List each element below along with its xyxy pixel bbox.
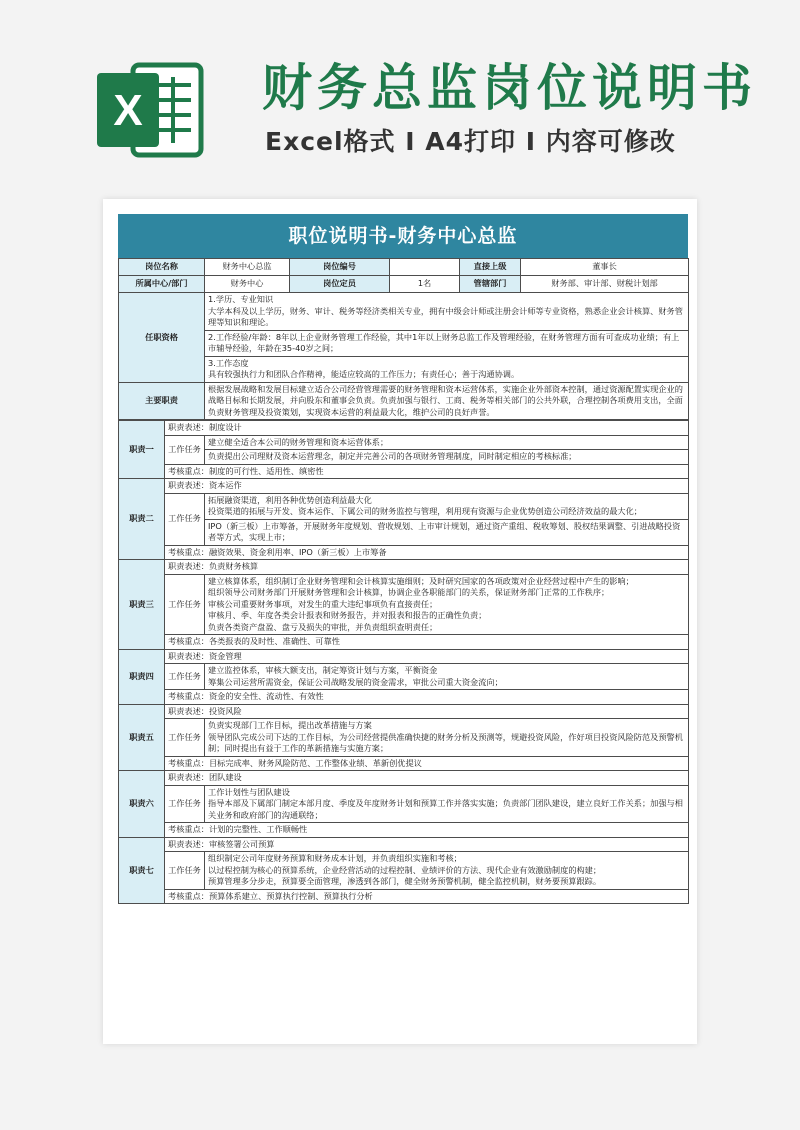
duty-desc-row [119, 837, 689, 852]
duty-task-row [119, 664, 689, 690]
duty-desc-row [119, 421, 689, 436]
sheet-title: 职位说明书-财务中心总监 [118, 214, 688, 258]
duty-desc-label: 职责表述： [168, 838, 209, 849]
qual-item: 2.工作经验/年龄：8年以上企业财务管理工作经验，其中1年以上财务总监工作及管理经验，在财务管理方面有可查成功业绩；有上市辅导经验，年龄在35-40岁之间； [208, 331, 680, 353]
main-duty-text: 根据发展战略和发展目标建立适合公司经营管理需要的财务管理和资本运营体系，实施企业外部资本控制，通过资源配置实现企业的战略目标和长期发展，并向股东和董事会负责。负责加强与银行、工商、税务等相关部门的公共外联，合理控制各项费用支出，全面负责财务管理及投资策划，实现资本运营的利益最大化，维护公司的良好声誉。 [205, 382, 689, 420]
duty-name: 职责四 [119, 649, 165, 704]
manage-value: 财务部、审计部、财税计划部 [521, 276, 689, 293]
document-card [103, 199, 697, 1044]
kpi-value: 计划的完整性、工作顺畅性 [208, 824, 308, 834]
pos-name-label: 岗位名称 [119, 259, 205, 276]
manage-label: 管辖部门 [460, 276, 521, 293]
job-description-table [118, 258, 689, 420]
duty-desc [165, 837, 689, 852]
qual-item: 具有较强执行力和团队合作精神，能适应较高的工作压力；有责任心；善于沟通协调。 [208, 369, 520, 379]
duty-desc-label: 职责表述： [168, 480, 209, 490]
kpi-value: 预算体系建立、预算执行控制、预算执行分析 [208, 890, 373, 901]
duty-desc-value: 资金管理 [208, 650, 242, 661]
duty-task-row [119, 574, 689, 635]
duty-task-row [119, 852, 689, 890]
duty-name: 职责七 [119, 837, 165, 904]
duty-task: 建立健全适合本公司的财务管理和资本运营体系； [205, 435, 689, 450]
duty-kpi-row [119, 756, 689, 771]
kpi-label: 考核重点： [168, 465, 209, 476]
duty-task: 工作计划性与团队建设 指导本部及下属部门制定本部月度、季度及年度财务计划和预算工作并落实实施；负责部门团队建设，建立良好工作关系；加强与相关业务和政府部门的沟通联络； [205, 785, 689, 823]
duty-task: 建立核算体系，组织制订企业财务管理和会计核算实施细则；及时研究国家的各项政策对企业经营过程中产生的影响； 组织领导公司财务部门开展财务管理和会计核算，协调企业各职能部门的关系，保证财务部门正常的工作秩序； 审核公司重要财务事项，对发生的重大违纪事项负有直接责任； 审核月、季、年度各类会计报表和财务报告，并对报表和报告的正确性负责； 负责各类资产盘盈、盘亏及损失的审批，并负责组织查明责任； [205, 574, 689, 635]
duty-name: 职责六 [119, 771, 165, 838]
duty-task: 组织制定公司年度财务预算和财务成本计划，并负责组织实施和考核； 以过程控制为核心的预算系统，企业经营活动的过程控制、业绩评价的方法、现代企业有效激励制度的构建； 预算管理多分步走，预算要全面管理，渗透到各部门，健全财务预警机制，健全监控机制，财务要预算跟踪。 [205, 852, 689, 890]
duty-task-row [119, 450, 689, 465]
duty-desc [165, 560, 689, 575]
main-duty-label: 主要职责 [119, 382, 205, 420]
duty-desc-row [119, 771, 689, 786]
duty-kpi-row [119, 889, 689, 904]
job-description-sheet [118, 214, 688, 904]
kpi-value: 各类报表的及时性、准确性、可靠性 [208, 636, 340, 646]
duty-kpi-row [119, 464, 689, 479]
task-label: 工作任务 [165, 852, 205, 890]
qualification-content [205, 293, 689, 383]
duty-kpi [165, 823, 689, 838]
kpi-label: 考核重点： [168, 691, 209, 701]
duty-task-row [119, 719, 689, 757]
duty-task: 负责实现部门工作目标，提出改革措施与方案 领导团队完成公司下达的工作目标，为公司经营提供准确快捷的财务分析及预测等，规避投资风险，作好项目投资风险防范及预警机制；同时提出有益于工作的革新措施与实施方案； [205, 719, 689, 757]
duty-kpi-row [119, 823, 689, 838]
duty-desc-value: 制度设计 [208, 422, 242, 432]
duty-kpi-row [119, 545, 689, 560]
duty-desc [165, 704, 689, 719]
duty-kpi [165, 889, 689, 904]
main-duty-row [119, 382, 689, 420]
qual-item: 1.学历、专业知识 [208, 294, 274, 304]
task-label: 工作任务 [165, 493, 205, 545]
duty-desc [165, 421, 689, 436]
kpi-label: 考核重点： [168, 546, 209, 557]
logo-letter: X [113, 86, 143, 135]
info-row-2 [119, 276, 689, 293]
page-title: 财务总监岗位说明书 [262, 59, 757, 117]
pos-code-value [390, 259, 460, 276]
kpi-value: 目标完成率、财务风险防范、工作整体业绩、革新创优提议 [208, 757, 422, 768]
duty-desc [165, 771, 689, 786]
qualification-label: 任职资格 [119, 293, 205, 383]
duty-name: 职责二 [119, 479, 165, 560]
duty-desc [165, 649, 689, 664]
task-label: 工作任务 [165, 574, 205, 635]
duty-desc-value: 负责财务核算 [208, 561, 259, 571]
duty-desc-value: 资本运作 [208, 480, 242, 490]
pos-code-label: 岗位编号 [290, 259, 390, 276]
pos-name-value: 财务中心总监 [205, 259, 290, 276]
duty-kpi [165, 690, 689, 705]
qual-item: 3.工作态度 [208, 357, 249, 368]
staff-value: 1名 [390, 276, 460, 293]
kpi-label: 考核重点： [168, 824, 209, 834]
qualification-row [119, 293, 689, 383]
kpi-label: 考核重点： [168, 636, 209, 646]
dept-value: 财务中心 [205, 276, 290, 293]
duty-task-row [119, 519, 689, 545]
duty-kpi-row [119, 635, 689, 650]
excel-logo-icon [95, 55, 207, 165]
duty-kpi [165, 756, 689, 771]
duty-kpi [165, 545, 689, 560]
duty-desc-value: 投资风险 [208, 705, 242, 716]
duty-desc-label: 职责表述： [168, 422, 209, 432]
task-label: 工作任务 [165, 664, 205, 690]
duty-kpi-row [119, 690, 689, 705]
kpi-label: 考核重点： [168, 890, 209, 901]
duty-desc [165, 479, 689, 494]
task-label: 工作任务 [165, 785, 205, 823]
qual-item: 大学本科及以上学历，财务、审计、税务等经济类相关专业，拥有中级会计师或注册会计师等专业资格，熟悉企业会计核算、财务管理等知识和理论。 [208, 305, 683, 327]
duty-task: 拓展融资渠道，利用各种优势创造利益最大化 投资渠道的拓展与开发、资本运作、下属公司的财务监控与管理，利用现有资源与企业优势创造公司经济效益的最大化； [205, 493, 689, 519]
duty-task-row [119, 435, 689, 450]
duty-task-row [119, 493, 689, 519]
info-row-1 [119, 259, 689, 276]
duty-name: 职责一 [119, 421, 165, 479]
task-label: 工作任务 [165, 719, 205, 757]
duty-desc-label: 职责表述： [168, 705, 209, 716]
duty-desc-label: 职责表述： [168, 561, 209, 571]
duty-desc-row [119, 560, 689, 575]
kpi-label: 考核重点： [168, 757, 209, 768]
duty-task: IPO（新三板）上市筹备，开展财务年度规划、营收规划、上市审计规划，通过资产重组、税收筹划、股权结果调整、引进战略投资者等方式，实现上市； [205, 519, 689, 545]
duty-kpi [165, 464, 689, 479]
duty-desc-value: 审核签署公司预算 [208, 838, 275, 849]
kpi-value: 资金的安全性、流动性、有效性 [208, 691, 324, 701]
superior-value: 董事长 [521, 259, 689, 276]
duties-table [118, 420, 689, 904]
duty-desc-label: 职责表述： [168, 650, 209, 661]
duty-desc-row [119, 649, 689, 664]
duty-task: 建立监控体系，审核大额支出，制定筹资计划与方案，平衡资金 筹集公司运营所需资金，保证公司战略发展的资金需求，审批公司重大资金流向； [205, 664, 689, 690]
duty-desc-value: 团队建设 [208, 772, 242, 782]
duty-kpi [165, 635, 689, 650]
duty-desc-label: 职责表述： [168, 772, 209, 782]
duty-task-row [119, 785, 689, 823]
duty-name: 职责五 [119, 704, 165, 771]
staff-label: 岗位定员 [290, 276, 390, 293]
superior-label: 直接上级 [460, 259, 521, 276]
kpi-value: 制度的可行性、适用性、缜密性 [208, 465, 324, 476]
duty-task: 负责提出公司理财及资本运营理念，制定并完善公司的各项财务管理制度，同时制定相应的考核标准； [205, 450, 689, 465]
duty-name: 职责三 [119, 560, 165, 650]
kpi-value: 融资效果、资金利用率、IPO（新三板）上市筹备 [208, 546, 387, 557]
page-subtitle: Excel格式 I A4打印 I 内容可修改 [265, 127, 676, 156]
dept-label: 所属中心/部门 [119, 276, 205, 293]
duty-desc-row [119, 704, 689, 719]
task-label: 工作任务 [165, 435, 205, 464]
duty-desc-row [119, 479, 689, 494]
